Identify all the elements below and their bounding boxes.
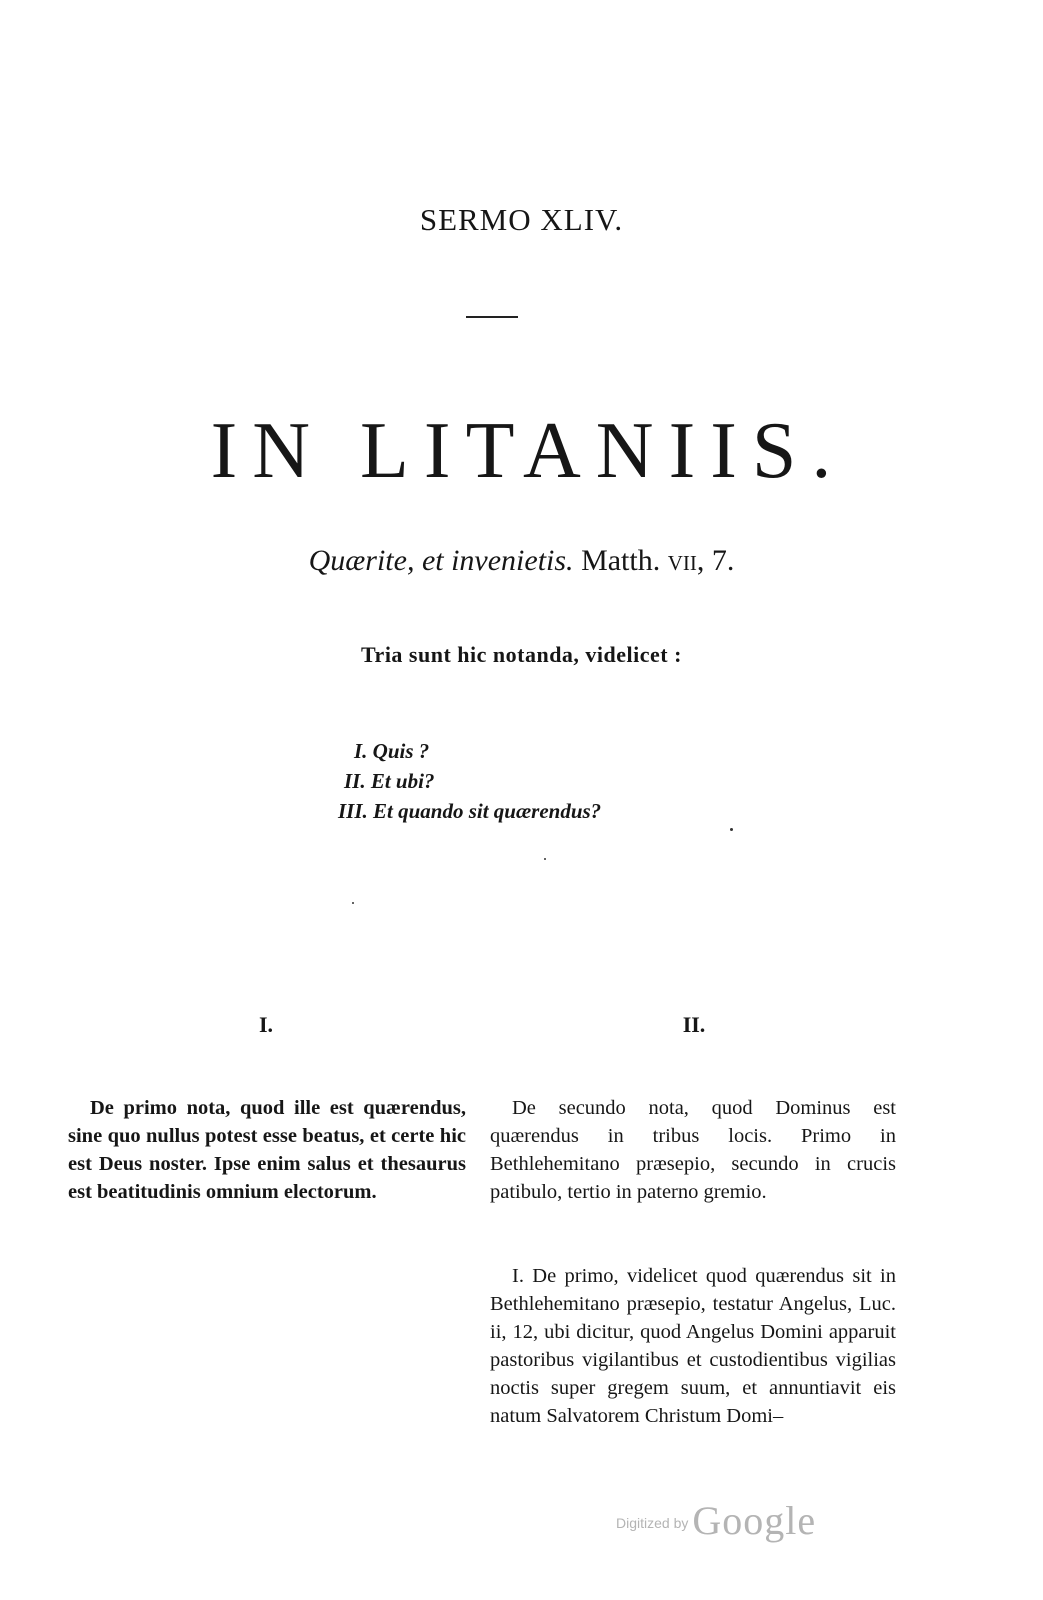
section-heading-two: II. (682, 1012, 706, 1037)
watermark-prefix: Digitized by (616, 1515, 689, 1531)
title-divider (466, 316, 518, 318)
intro-line: Tria sunt hic notanda, videlicet : (361, 642, 682, 667)
print-speck (352, 902, 354, 904)
print-speck (544, 858, 546, 860)
question-item: III. Et quando sit quærendus? (338, 799, 602, 823)
digitization-watermark (616, 1497, 816, 1544)
epigraph (0, 544, 1043, 578)
google-logo: Google (692, 1498, 817, 1543)
question-item: II. Et ubi? (344, 769, 435, 793)
epigraph-quote: Quærite, et invenietis. (308, 544, 574, 577)
print-speck (730, 828, 733, 831)
left-column-paragraph: De primo nota, quod ille est quærendus, sine quo nullus potest esse beatus, et certe hic est Deus noster. Ipse enim salus et thesaurus est beatitudinis omnium electorum. (68, 1097, 466, 1203)
sermon-number: SERMO XLIV. (419, 202, 624, 237)
question-list (338, 736, 758, 826)
right-column-paragraph-2: I. De primo, videlicet quod quærendus sit in Bethlehemitano præsepio, testatur Angelus, Luc. ii, 12, ubi dicitur, quod Angelus Domini apparuit pastoribus vigilantibus et custodientibus vigilias noctis super gregem suum, et annuntiavit eis natum Salvatorem Christum Domi– (490, 1265, 896, 1427)
question-item: I. Quis ? (354, 739, 430, 763)
page-title: IN LITANIIS. (210, 407, 847, 495)
right-column-paragraph-1: De secundo nota, quod Dominus est quærendus in tribus locis. Primo in Bethlehemitano præsepio, secundo in crucis patibulo, tertio in paterno gremio. (490, 1097, 896, 1203)
epigraph-reference-book: Matth. (581, 544, 661, 577)
section-heading-one: I. (258, 1012, 274, 1037)
epigraph-reference-rest: vii, 7. (667, 544, 735, 577)
